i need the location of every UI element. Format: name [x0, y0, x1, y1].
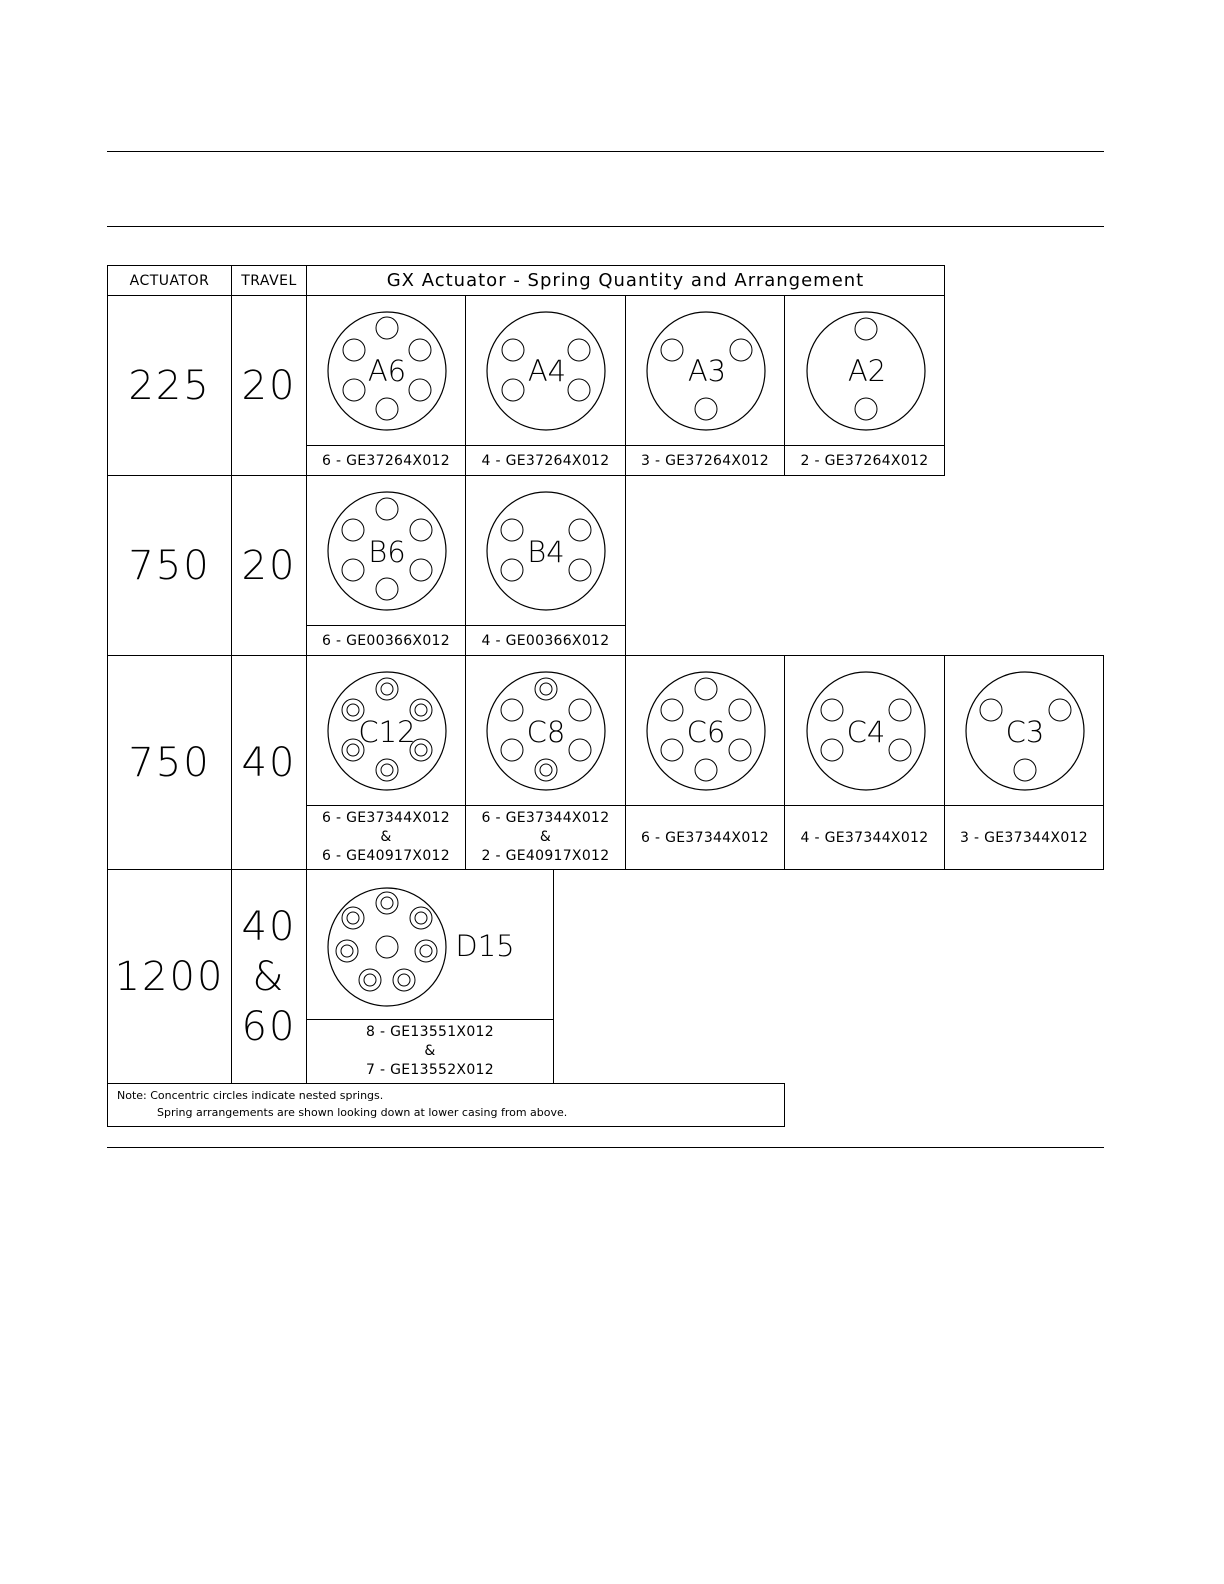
- spring: [342, 519, 364, 541]
- nested-spring: [376, 678, 398, 700]
- spring: [569, 739, 591, 761]
- arrangement-a2: [784, 295, 945, 446]
- spring: [729, 739, 751, 761]
- nested-spring: [535, 678, 557, 700]
- spring: [661, 339, 683, 361]
- spring: [695, 759, 717, 781]
- spring: [569, 519, 591, 541]
- spring: [410, 559, 432, 581]
- travel-line: 60: [241, 1003, 297, 1050]
- arrangement-label: A6: [367, 354, 407, 388]
- spring-diagram-b4: [466, 476, 627, 627]
- arrangement-label: B6: [368, 535, 406, 569]
- spring: [410, 519, 432, 541]
- nested-spring: [376, 892, 398, 914]
- center-spring: [376, 936, 398, 958]
- table-note: [107, 1083, 785, 1127]
- spring: [343, 379, 365, 401]
- spring: [821, 739, 843, 761]
- row-3-actuator: 750: [107, 655, 232, 870]
- header-actuator: ACTUATOR: [107, 265, 232, 296]
- spring: [501, 559, 523, 581]
- spring: [661, 739, 683, 761]
- part-numbers-c8: [465, 805, 626, 870]
- nested-spring: [410, 907, 432, 929]
- spring-diagram-c8: [466, 656, 627, 807]
- spring: [376, 578, 398, 600]
- row-3-travel: 40: [231, 655, 307, 870]
- spring: [661, 699, 683, 721]
- arrangement-d15: [306, 869, 554, 1020]
- spring: [730, 339, 752, 361]
- arrangement-label: C3: [1005, 715, 1045, 749]
- spring: [376, 317, 398, 339]
- spring: [568, 339, 590, 361]
- arrangement-a6: [306, 295, 466, 446]
- spring: [568, 379, 590, 401]
- spring: [343, 339, 365, 361]
- row-4-travel: [231, 869, 307, 1084]
- spring-diagram-a4: [466, 296, 627, 447]
- spring: [501, 699, 523, 721]
- arrangement-label: A2: [847, 354, 887, 388]
- part-line: &: [380, 829, 392, 846]
- part-number-a6: 6 - GE37264X012: [306, 445, 466, 476]
- part-number-a3: 3 - GE37264X012: [625, 445, 785, 476]
- spring: [376, 498, 398, 520]
- arrangement-a4: [465, 295, 626, 446]
- nested-spring: [535, 759, 557, 781]
- spring: [889, 699, 911, 721]
- nested-spring: [376, 759, 398, 781]
- arrangement-c6: [625, 655, 785, 806]
- spring-diagram-d15: [307, 870, 555, 1021]
- part-number-c6: 6 - GE37344X012: [625, 805, 785, 870]
- arrangement-b4: [465, 475, 626, 626]
- arrangement-c4: [784, 655, 945, 806]
- arrangement-label: C12: [358, 715, 416, 749]
- casing-outline: [328, 888, 446, 1006]
- spring: [569, 699, 591, 721]
- spring-diagram-a2: [785, 296, 946, 447]
- spring: [695, 398, 717, 420]
- spring-diagram-c3: [945, 656, 1105, 807]
- spring-diagram-a3: [626, 296, 786, 447]
- part-line: 6 - GE37344X012: [481, 810, 610, 827]
- header-travel: TRAVEL: [231, 265, 307, 296]
- spring-diagram-b6: [307, 476, 467, 627]
- arrangement-label: A4: [527, 354, 567, 388]
- part-line: 2 - GE40917X012: [481, 847, 610, 864]
- spring: [501, 739, 523, 761]
- spring: [889, 739, 911, 761]
- spring: [821, 699, 843, 721]
- arrangement-label: C4: [846, 715, 886, 749]
- part-line: 7 - GE13552X012: [366, 1061, 494, 1078]
- arrangement-b6: [306, 475, 466, 626]
- row-1-travel: 20: [231, 295, 307, 476]
- arrangement-label: A3: [687, 354, 727, 388]
- note-line-2: Spring arrangements are shown looking down at lower casing from above.: [157, 1105, 568, 1119]
- spring-diagram-c4: [785, 656, 946, 807]
- row-1-actuator: 225: [107, 295, 232, 476]
- spring-diagram-a6: [307, 296, 467, 447]
- row-2-actuator: 750: [107, 475, 232, 656]
- spring-diagram-c12: [307, 656, 467, 807]
- arrangement-label: C8: [526, 715, 566, 749]
- part-line: &: [539, 829, 552, 846]
- spring: [501, 519, 523, 541]
- spring: [855, 398, 877, 420]
- spring: [1014, 759, 1036, 781]
- part-line: 8 - GE13551X012: [366, 1024, 494, 1041]
- part-number-b6: 6 - GE00366X012: [306, 625, 466, 656]
- bottom-rule: [107, 1147, 1104, 1148]
- spring: [729, 699, 751, 721]
- arrangement-label: B4: [527, 535, 565, 569]
- part-line: 6 - GE37344X012: [322, 810, 450, 827]
- nested-spring: [415, 940, 437, 962]
- nested-spring: [393, 969, 415, 991]
- nested-spring: [336, 940, 358, 962]
- spring: [342, 559, 364, 581]
- spring-diagram-c6: [626, 656, 786, 807]
- arrangement-label: C6: [686, 715, 726, 749]
- spring: [409, 379, 431, 401]
- part-number-a4: 4 - GE37264X012: [465, 445, 626, 476]
- spring: [502, 339, 524, 361]
- spring: [980, 699, 1002, 721]
- note-line-1: Note: Concentric circles indicate nested springs.: [117, 1089, 384, 1102]
- part-line: 6 - GE40917X012: [322, 847, 450, 864]
- part-numbers-c12: [306, 805, 466, 870]
- top-rule: [107, 151, 1104, 152]
- spring: [855, 318, 877, 340]
- nested-spring: [342, 907, 364, 929]
- travel-line: 40: [241, 903, 297, 950]
- part-numbers-d15: [306, 1019, 554, 1084]
- spring: [1049, 699, 1071, 721]
- arrangement-c3: [944, 655, 1104, 806]
- part-number-a2: 2 - GE37264X012: [784, 445, 945, 476]
- spring: [502, 379, 524, 401]
- spring: [569, 559, 591, 581]
- row-2-travel: 20: [231, 475, 307, 656]
- header-title: GX Actuator - Spring Quantity and Arrangement: [306, 265, 945, 296]
- part-number-c4: 4 - GE37344X012: [784, 805, 945, 870]
- spring: [409, 339, 431, 361]
- part-number-b4: 4 - GE00366X012: [465, 625, 626, 656]
- header-rule: [107, 226, 1104, 227]
- part-number-c3: 3 - GE37344X012: [944, 805, 1104, 870]
- spring: [376, 398, 398, 420]
- spring: [695, 678, 717, 700]
- travel-line: &: [252, 953, 286, 1000]
- arrangement-a3: [625, 295, 785, 446]
- arrangement-label: D15: [455, 929, 515, 963]
- arrangement-c8: [465, 655, 626, 806]
- row-4-actuator: 1200: [107, 869, 232, 1084]
- nested-spring: [359, 969, 381, 991]
- part-line: &: [424, 1043, 436, 1060]
- arrangement-c12: [306, 655, 466, 806]
